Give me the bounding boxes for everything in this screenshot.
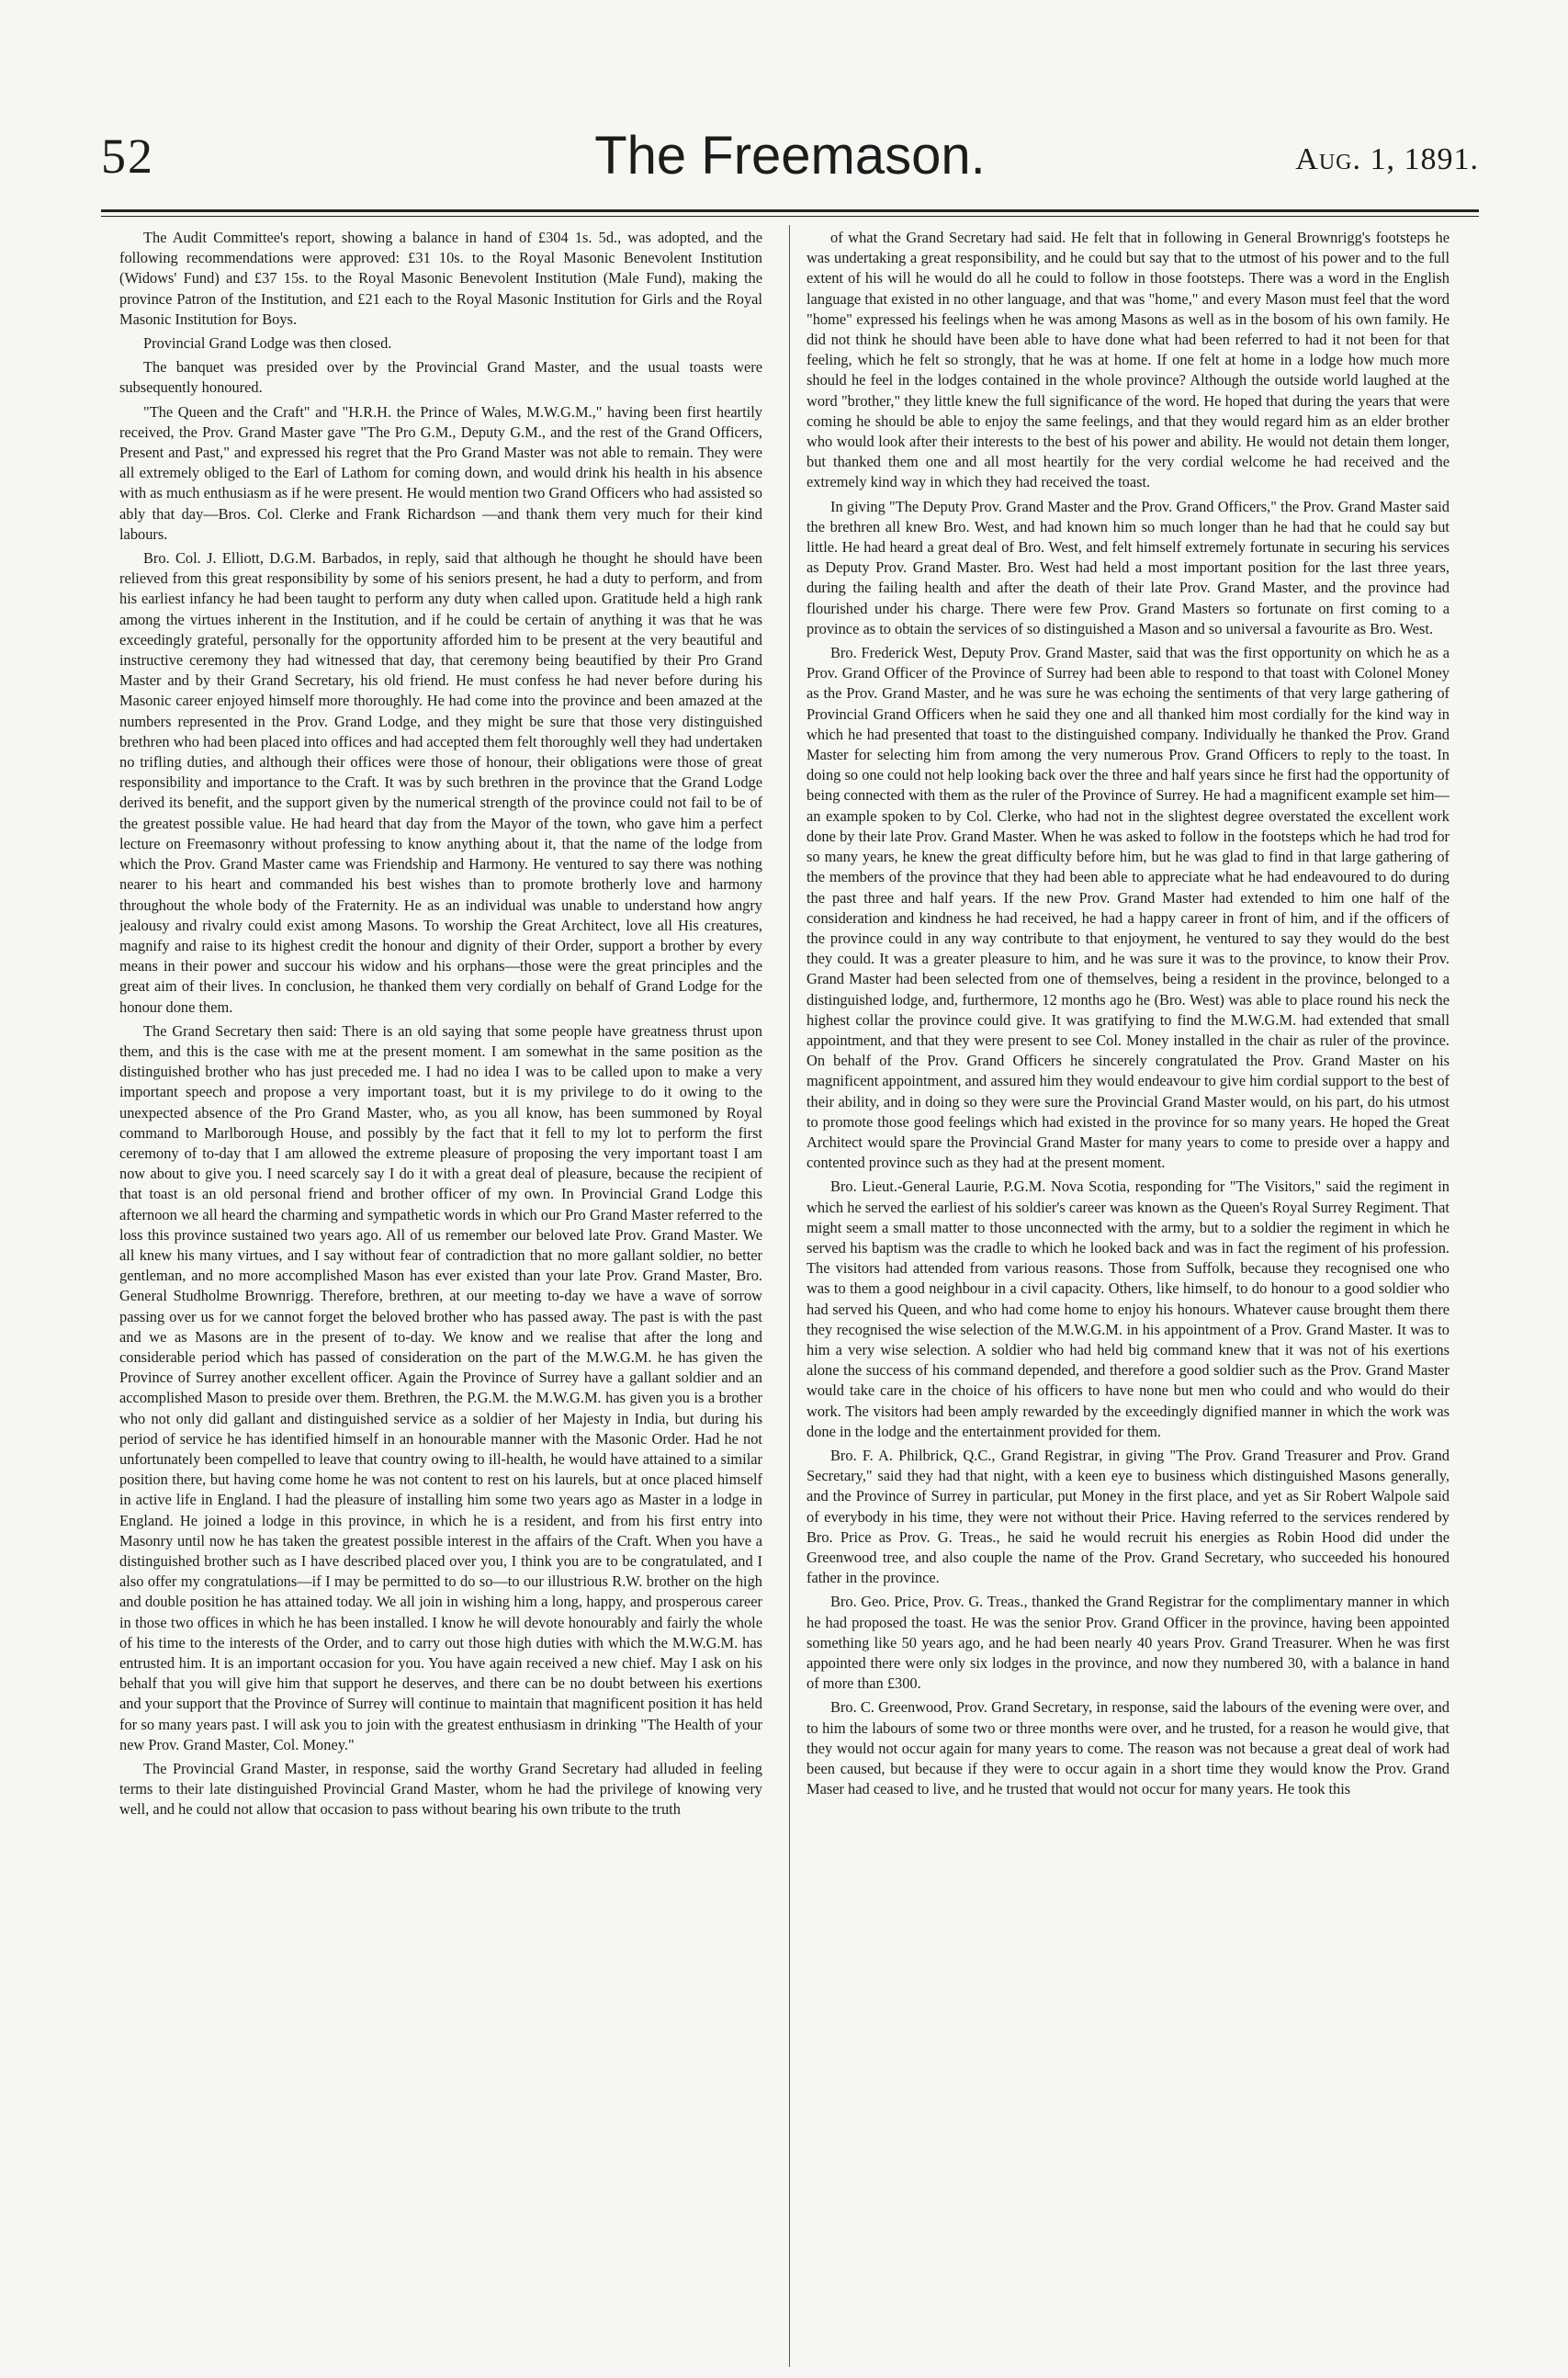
article-column-right	[807, 228, 1450, 2368]
masthead	[101, 119, 1479, 202]
header-rule-thin	[101, 216, 1479, 217]
paragraph-pgm-response-cont: of what the Grand Secretary had said. He felt that in following in General Brownrigg's footsteps he was undertaking a great responsibility, and he could but say that to the utmost of his power and to the full extent of his will he would do all he could to follow in those footsteps. There was a word in the English language that existed in no other language, and that was "home," and every Mason must feel that the word "home" expressed his feelings when he was among Masons as well as in the bosom of his own family. He did not think he should have been able to have done what had been referred to had it not been for that feeling, which he felt so strongly, that he was at home. If one felt at home in a lodge how much more should he feel in the lodges contained in the whole province? Although the outside world laughed at the word "brother," they little knew the full significance of the word. He hoped that during the years that were coming he should be able to enjoy the same feelings, and that they would regard him as an elder brother who would look after their interests to the best of his power and ability. He would not detain them longer, but thanked them one and all most heartily for the very cordial welcome he had received and the extremely kind way in which they had received the toast.	[807, 229, 1450, 491]
article-column-left	[119, 228, 762, 2368]
paragraph-laurie-visitors: Bro. Lieut.-General Laurie, P.G.M. Nova Scotia, responding for "The Visitors," said the regiment in which he served the earliest of his soldier's career was known as the Queen's Royal Surrey Regiment. That might seem a small matter to those unconnected with the army, but to a soldier the regiment in which he served his baptism was the cradle to which he looked back and was in fact the regiment of his profession. The visitors had attended from various reasons. Those from Suffolk, because they recognised one who was to them a good neighbour in a civil capacity. Others, like himself, to do honour to a good soldier who had served his Queen, and who had come home to enjoy his honours. Whatever cause brought them there they recognised the wise selection of the M.W.G.M. in his appointment of a Prov. Grand Master. It was to him a very wise selection. A soldier who had held big command knew that it was not of his exertions alone the success of his command depended, and therefore a good soldier such as the Prov. Grand Master would take care in the choice of his officers to have none but men who could and who would do their work. The visitors had been amply rewarded by the exceedingly dignified manner in which the work was done in the lodge and the entertainment provided for them.	[807, 1178, 1450, 1440]
paragraph-pgm-response: The Provincial Grand Master, in response, said the worthy Grand Secretary had alluded in feeling terms to their late distinguished Provincial Grand Master, whom he had the privilege of knowing very well, and he could not allow that occasion to pass without bearing his own tribute to the truth	[119, 1760, 762, 1819]
paragraph-price-reply: Bro. Geo. Price, Prov. G. Treas., thanked the Grand Registrar for the complimentary manner in which he had proposed the toast. He was the senior Prov. Grand Officer in the province, having been appointed something like 50 years ago, and he had been nearly 40 years Prov. Grand Treasurer. When he was first appointed there were only six lodges in the province, and now they numbered 30, with a balance in hand of more than £300.	[807, 1593, 1450, 1693]
paragraph-toasts: "The Queen and the Craft" and "H.R.H. the Prince of Wales, M.W.G.M.," having been first heartily received, the Prov. Grand Master gave "The Pro G.M., Deputy G.M., and the rest of the Grand Officers, Present and Past," and expressed his regret that the Pro Grand Master was not able to remain. They were all extremely obliged to the Earl of Lathom for coming down, and would drink his health in his absence with as much enthusiasm as if he were present. He would mention two Grand Officers who had assisted so ably that day—Bros. Col. Clerke and Frank Richardson —and thank them very much for their kind labours.	[119, 402, 762, 543]
paragraph-elliott-reply: Bro. Col. J. Elliott, D.G.M. Barbados, in reply, said that although he thought he should have been relieved from this great responsibility by some of his seniors present, he had a duty to perform, and from his earliest infancy he had been taught to perform any duty when called upon. Gratitude held a high rank among the virtues inherent in the Institution, and if he could be certain of anything it was that he was exceedingly grateful, personally for the opportunity afforded him to be present at the very beautiful and instructive ceremony they had witnessed that day, that ceremony being beautified by their Pro Grand Master and by their Grand Secretary, his old friend. He must confess he had never before during his Masonic career enjoyed himself more thoroughly. He had come into the province and been amazed at the numbers represented in the Prov. Grand Lodge, and they might be sure that those very distinguished brethren who had been placed into offices and had accepted them felt thoroughly well they had undertaken no trifling duties, and although their offices were those of honour, their obligations were those of great responsibility and importance to the Craft. It was by such brethren in the province that the Grand Lodge derived its benefit, and the support given by the numerical strength of the province could not fail to be of the greatest possible value. He had heard that day from the Mayor of the town, who gave him a perfect lecture on Freemasonry without professing to know anything about it, that the name of the lodge from which the Prov. Grand Master came was Friendship and Harmony. He ventured to say there was nothing nearer to his heart and commanded his best wishes than to promote brotherly love and harmony throughout the whole body of the Fraternity. He as an individual was unable to understand how angry jealousy and rivalry could exist among Masons. To worship the Great Architect, love all His creatures, magnify and raise to its highest credit the honour and dignity of their Order, support a brother by every means in their power and succour his widow and his orphans—those were the great principles and the great aim of their lives. In conclusion, he thanked them very cordially on behalf of Grand Lodge for the honour done them.	[119, 549, 762, 1016]
paragraph-west-reply: Bro. Frederick West, Deputy Prov. Grand Master, said that was the first opportunity on which he as a Prov. Grand Officer of the Province of Surrey had been able to respond to that toast with Colonel Money as the Prov. Grand Master, and he was sure he was echoing the sentiments of that very large gathering of Provincial Grand Officers when he said they one and all thanked him most cordially for the kind way in which he had presented that toast to the distinguished company. Individually he thanked the Prov. Grand Master for selecting him from among the very numerous Prov. Grand Officers to reply to the toast. In doing so one could not help looking back over the three and half years since he first had the opportunity of being connected with them as the ruler of the Province of Surrey. He had a magnificent example set him—an example spoken to by Col. Clerke, who had not in the slightest degree overstated the excellent work done by their late Prov. Grand Master. When he was asked to follow in the footsteps which he had trod for so many years, he knew the great difficulty before him, but he was glad to find in that large gathering of the members of the province that they had been able to appreciate what he had endeavoured to do during the past three and half years. If the new Prov. Grand Master had extended to him one half of the consideration and kindness he had received, he had a happy career in front of him, and if the officers of the province could in any way contribute to that enjoyment, he ventured to say they would do the best they could. It was a greater pleasure to him, and he was sure it was to the province, to know their Prov. Grand Master had been selected from one of themselves, being a resident in the province, belonged to a distinguished lodge, and, furthermore, 12 months ago he (Bro. West) was able to place round his neck the highest collar the province could give. It was gratifying to find the M.W.G.M. had extended that small appointment, and that they were present to see Col. Money installed in the chair as ruler of the province. On behalf of the Prov. Grand Officers he sincerely congratulated the Prov. Grand Master on his magnificent appointment, and assured him they would endeavour to give him cordial support to the best of their ability, and in doing so they were sure the Provincial Grand Master would, on his part, do his utmost to promote those good feelings which had existed in the province for so many years. He hoped the Great Architect would spare the Provincial Grand Master for many years to come to preside over a happy and contented province such as they had at the present moment.	[807, 644, 1450, 1172]
header-rule-thick	[101, 209, 1479, 212]
paragraph-audit-report: The Audit Committee's report, showing a balance in hand of £304 1s. 5d., was adopted, and the following recommendations were approved: £31 10s. to the Royal Masonic Benevolent Institution (Widows' Fund) and £37 15s. to the Royal Masonic Benevolent Institution (Male Fund), making the province Patron of the Institution, and £21 each to the Royal Masonic Institution for Girls and the Royal Masonic Institution for Boys.	[119, 229, 762, 328]
page-number: 52	[101, 129, 154, 184]
paragraph-lodge-closed: Provincial Grand Lodge was then closed.	[143, 334, 392, 353]
issue-date: Aug. 1, 1891.	[1295, 142, 1479, 176]
newspaper-title: The Freemason.	[594, 126, 986, 186]
paragraph-greenwood-reply: Bro. C. Greenwood, Prov. Grand Secretary, in response, said the labours of the evening were over, and to him the labours of some two or three months were over, and he trusted, for a reason he would give, that they would not occur again for many years to come. The reason was not because a great deal of work had been caused, but because if they were to occur again in a short time they would know the Prov. Grand Maser had ceased to live, and he trusted that would not occur for many years. He took this	[807, 1698, 1450, 1798]
paragraph-philbrick-toast: Bro. F. A. Philbrick, Q.C., Grand Registrar, in giving "The Prov. Grand Treasurer and Prov. Grand Secretary," said they had that night, with a keen eye to business which distinguished Masons generally, and the Province of Surrey in particular, put Money in the first place, and yet as Sir Robert Walpole said of everybody in his time, they were not without their Price. Having referred to the services rendered by Bro. Price as Prov. G. Treas., he said he would recruit his energies as Robin Hood did under the Greenwood tree, and also couple the name of the Prov. Grand Secretary, who succeeded his honoured father in the province.	[807, 1446, 1450, 1587]
paragraph-banquet: The banquet was presided over by the Provincial Grand Master, and the usual toasts were subsequently honoured.	[119, 358, 762, 397]
paragraph-grand-secretary-speech: The Grand Secretary then said: There is an old saying that some people have greatness thrust upon them, and this is the case with me at the present moment. I am somewhat in the same position as the distinguished brother who has just preceded me. I had no idea I was to be called upon to make a very important speech and propose a very important toast, but it is my privilege to do it owing to the unexpected absence of the Pro Grand Master, who, as you all know, has been summoned by Royal command to Marlborough House, and possibly by the fact that it fell to my lot to perform the first ceremony of to-day that I am allowed the extreme pleasure of proposing the very important toast I am now about to give you. I need scarcely say I do it with a great deal of pleasure, because the recipient of that toast is an old personal friend and brother officer of my own. In Provincial Grand Lodge this afternoon we all heard the charming and sympathetic words in which our Pro Grand Master referred to the loss this province sustained two years ago. All of us remember our beloved late Prov. Grand Master. We all knew his many virtues, and I say without fear of contradiction that no more gallant soldier, no better gentleman, and no more accomplished Mason has ever existed than your late Prov. Grand Master, Bro. General Studholme Brownrigg. Therefore, brethren, at our meeting to-day we have a wave of sorrow passing over us for we cannot forget the beloved brother who has passed away. The past is with the past and we as Masons are in the present of to-day. We know and we realise that after the long and considerable period which has passed of consideration on the part of the M.W.G.M. he has given the Province of Surrey another excellent officer. Again the Province of Surrey have a gallant soldier and an accomplished Mason to preside over them. Brethren, the P.G.M. the M.W.G.M. has given you is a brother who not only did gallant and distinguished service as a soldier of her Majesty in India, but during his period of service he has identified himself in an honourable manner with the Masonic Order. Had he not unfortunately been compelled to leave that country owing to ill-health, he would have attained to a similar position there, but having come home he was not content to rest on his laurels, but at once placed himself in active life in England. I had the pleasure of installing him some two years ago as Master in a lodge in England. He joined a lodge in this province, in which he is a resident, and from his first entry into Masonry until now he has taken the greatest possible interest in the affairs of the Craft. When you have a distinguished brother such as I have described placed over you, I think you are to be congratulated, and I also offer my congratulations—if I may be permitted to do so—to our illustrious R.W. brother on the high and double position he has attained today. We all join in wishing him a long, happy, and prosperous career in those two offices in which he has been installed. I know he will devote honourably and fairly the whole of his time to the interests of the Order, and to carry out those high duties with which the M.W.G.M. has entrusted him. It is an important occasion for you. You have again received a new chief. May I ask on his behalf that you will give him that support he deserves, and there can be no doubt between his exertions and your support that the Province of Surrey will continue to maintain that magnificent position it has held for so many years past. I will ask you to join with the greatest enthusiasm in drinking "The Health of your new Prov. Grand Master, Col. Money."	[119, 1021, 762, 1753]
paragraph-deputy-toast: In giving "The Deputy Prov. Grand Master and the Prov. Grand Officers," the Prov. Grand Master said the brethren all knew Bro. West, and had known him so much longer than he had that he could say but little. He had heard a great deal of Bro. West, and felt himself extremely fortunate in securing his services as Deputy Prov. Grand Master. Bro. West had held a most important position for the last three years, during the failing health and after the death of their late Prov. Grand Master, and the province had flourished under his charge. There were few Prov. Grand Masters so fortunate on first coming to a province as to obtain the services of so distinguished a Mason and so universal a favourite as Bro. West.	[807, 497, 1450, 637]
column-divider	[789, 225, 790, 2367]
